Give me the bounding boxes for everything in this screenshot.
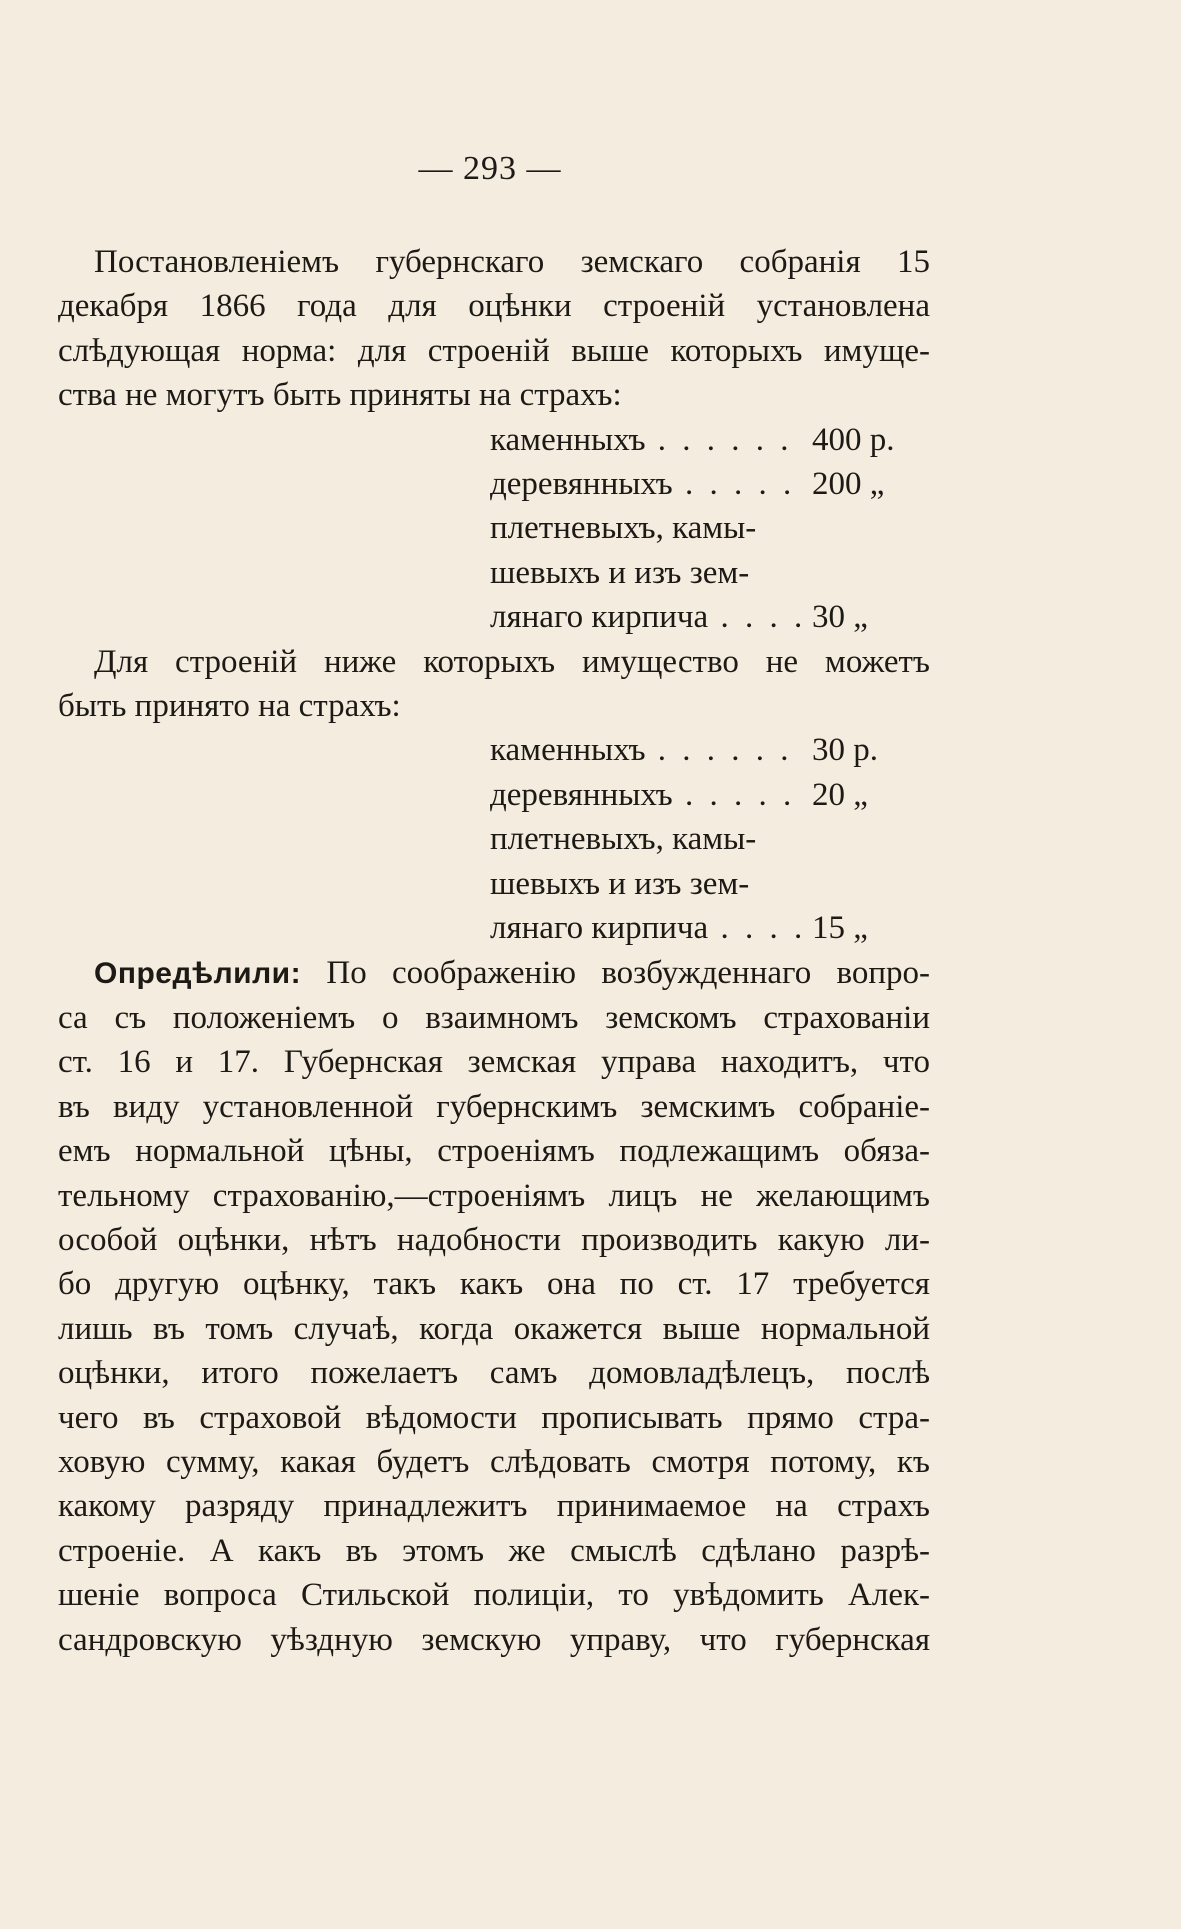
text-line: са съ положеніемъ о взаимномъ земскомъ страхованіи <box>58 999 930 1036</box>
list-item <box>490 506 930 550</box>
text-line: лишь въ томъ случаѣ, когда окажется выше нормальной <box>58 1310 930 1347</box>
list-item <box>490 551 930 595</box>
item-label: каменныхъ . . . <box>490 418 802 462</box>
text-line: чего въ страховой вѣдомости прописывать прямо стра- <box>58 1399 930 1436</box>
item-amount: 20 „ <box>812 776 868 813</box>
list-item <box>490 462 930 506</box>
item-amount: 15 „ <box>812 910 868 947</box>
text-line <box>58 951 930 996</box>
text-line: ства не могутъ быть приняты на страхъ: <box>58 377 622 414</box>
text-line: бо другую оцѣнку, такъ какъ она по ст. 17 требуется <box>58 1266 930 1303</box>
text-line: ст. 16 и 17. Губернская земская управа находитъ, что <box>58 1044 930 1081</box>
text-line: ховую сумму, какая будетъ слѣдовать смотря потому, къ <box>58 1443 930 1480</box>
item-label: деревянныхъ . . . <box>490 462 802 506</box>
text-line: декабря 1866 года для оцѣнки строеній установлена <box>58 288 930 325</box>
item-amount: 400 р. <box>812 421 895 458</box>
item-amount: 200 „ <box>812 466 885 503</box>
list-item <box>490 595 930 639</box>
list-item <box>490 418 930 462</box>
item-amount: 30 „ <box>812 599 868 636</box>
lower-norm-list <box>490 728 930 950</box>
list-item <box>490 862 930 906</box>
text-line: оцѣнки, итого пожелаетъ самъ домовладѣлецъ, послѣ <box>58 1355 930 1392</box>
list-item <box>490 906 930 950</box>
item-label: плетневыхъ, камы- <box>490 510 757 547</box>
text-line: быть принято на страхъ: <box>58 688 401 725</box>
paragraph-2 <box>58 640 930 729</box>
text-line: Постановленіемъ губернскаго земскаго собранія 15 <box>94 244 930 280</box>
list-item <box>490 728 930 772</box>
list-item <box>490 817 930 861</box>
page-number: — 293 — <box>418 150 562 187</box>
text-line: емъ нормальной цѣны, строеніямъ подлежащимъ обяза- <box>58 1133 930 1170</box>
item-amount: 30 р. <box>812 732 878 769</box>
item-label: каменныхъ . . . <box>490 728 802 772</box>
text-line: тельному страхованію,—строеніямъ лицъ не желающимъ <box>58 1177 930 1214</box>
text-line: слѣдующая норма: для строеній выше которыхъ имуще- <box>58 332 930 369</box>
text-line: шеніе вопроса Стильской полиціи, то увѣдомить Алек- <box>58 1577 930 1614</box>
item-label: шевыхъ и изъ зем- <box>490 865 750 902</box>
text-fragment: По соображенію возбужденнаго вопро- <box>326 954 931 991</box>
item-label: шевыхъ и изъ зем- <box>490 554 750 591</box>
list-item <box>490 773 930 817</box>
paragraph-1 <box>58 240 930 418</box>
text-line: въ виду установленной губернскимъ земскимъ собраніе- <box>58 1088 930 1125</box>
text-line: какому разряду принадлежитъ принимаемое на страхъ <box>58 1488 930 1525</box>
text-line: Для строеній ниже которыхъ имущество не можетъ <box>94 643 930 680</box>
text-line: строеніе. А какъ въ этомъ же смыслѣ сдѣлано разрѣ- <box>58 1532 930 1569</box>
item-label: деревянныхъ . . . <box>490 773 802 817</box>
item-label: лянаго кирпича . . . <box>490 595 802 639</box>
text-line: сандровскую уѣздную земскую управу, что губернская <box>58 1621 930 1658</box>
item-label: лянаго кирпича . . . <box>490 906 802 950</box>
upper-norm-list <box>490 418 930 640</box>
resolution-lead: Опредѣлили: <box>94 956 302 990</box>
text-line: особой оцѣнки, нѣтъ надобности производить какую ли- <box>58 1221 930 1258</box>
body-text <box>58 240 930 1662</box>
item-label: плетневыхъ, камы- <box>490 821 757 858</box>
paragraph-3 <box>58 951 930 1663</box>
